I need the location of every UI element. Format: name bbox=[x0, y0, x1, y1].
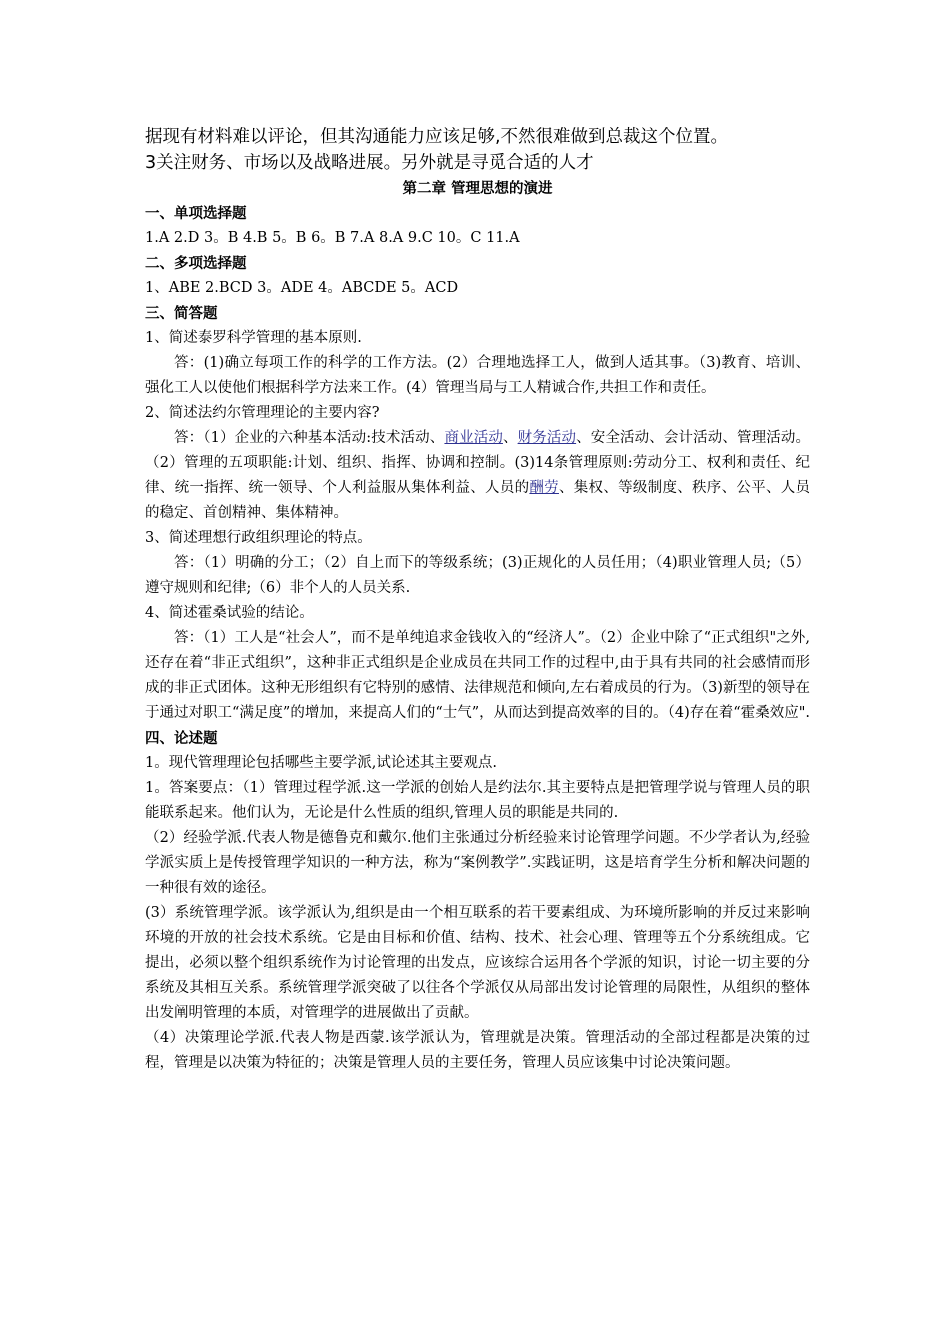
link-remuneration[interactable]: 酬劳 bbox=[529, 480, 559, 496]
multiple-choice-answers: 1、ABE 2.BCD 3。ADE 4。ABCDE 5。ACD bbox=[145, 280, 459, 296]
answer-4: 答：（1）工人是“社会人”，而不是单纯追求金钱收入的“经济人”。（2）企业中除了“正式组织"之外,还存在着“非正式组织”，这种非正式组织是企业成员在共同工作的过程中,由于具有共同的社会感情而形成的非正式团体。这种无形组织有它特别的感情、法律规范和倾向,左右着成员的行为。（3)新型的领导在于通过对职工“满足度”的增加，来提高人们的“士气”，从而达到提高效率的目的。（4)存在着“霍桑效应". bbox=[145, 630, 810, 721]
question-4: 4、简述霍桑试验的结论。 bbox=[145, 605, 314, 621]
answer-2-part-2: 、安全活动、会计活动、管理活动。（2）管理的五项职能:计划、组织、指挥、协调和控制。(3)14条管理原则:劳动分工、权利和责任、纪律、统一指挥、统一领导、个人利益服从集体利益、人员的 bbox=[145, 430, 811, 496]
essay-paragraph-2: （2）经验学派.代表人物是德鲁克和戴尔.他们主张通过分析经验来讨论管理学问题。不少学者认为,经验学派实质上是传授管理学知识的一种方法，称为“案例教学”.实践证明，这是培育学生分析和解决问题的一种很有效的途径。 bbox=[145, 830, 810, 896]
answer-2 bbox=[145, 426, 810, 526]
answer-1: 答：(1)确立每项工作的科学的工作方法。(2）合理地选择工人，做到人适其事。（3)教育、培训、强化工人以使他们根据科学方法来工作。(4）管理当局与工人精诚合作,共担工作和责任。 bbox=[145, 355, 810, 396]
essay-paragraph-3: (3）系统管理学派。该学派认为,组织是由一个相互联系的若干要素组成、为环境所影响的并反过来影响环境的开放的社会技术系统。它是由目标和价值、结构、技术、社会心理、管理等五个分系统组成。它提出，必须以整个组织系统作为讨论管理的出发点，应该综合运用各个学派的知识，讨论一切主要的分系统及其相互关系。系统管理学派突破了以往各个学派仅从局部出发讨论管理的局限性，从组织的整体出发阐明管理的本质，对管理学的进展做出了贡献。 bbox=[145, 905, 810, 1021]
answer-2-separator: 、 bbox=[502, 430, 518, 446]
question-3: 3、简述理想行政组织理论的特点。 bbox=[145, 530, 372, 546]
question-1: 1、简述泰罗科学管理的基本原则. bbox=[145, 330, 362, 346]
document-content bbox=[145, 124, 810, 1076]
essay-paragraph-4: （4）决策理论学派.代表人物是西蒙.该学派认为，管理就是决策。管理活动的全部过程都是决策的过程，管理是以决策为特征的；决策是管理人员的主要任务，管理人员应该集中讨论决策问题。 bbox=[145, 1030, 810, 1071]
top-line-2: 3关注财务、市场以及战略进展。另外就是寻觅合适的人才 bbox=[145, 153, 594, 173]
single-choice-answers: 1.A 2.D 3。B 4.B 5。B 6。B 7.A 8.A 9.C 10。C 11.A bbox=[145, 230, 520, 246]
multiple-choice-heading: 二、多项选择题 bbox=[145, 255, 247, 272]
single-choice-heading: 一、单项选择题 bbox=[145, 205, 247, 222]
short-answer-heading: 三、简答题 bbox=[145, 305, 218, 322]
essay-question: 1。现代管理理论包括哪些主要学派,试论述其主要观点. bbox=[145, 755, 497, 771]
answer-2-part-1: 答：（1）企业的六种基本活动:技术活动、 bbox=[174, 430, 445, 446]
link-commercial-activity[interactable]: 商业活动 bbox=[444, 430, 503, 446]
essay-paragraph-1: 1。答案要点：（1）管理过程学派.这一学派的创始人是约法尔.其主要特点是把管理学说与管理人员的职能联系起来。他们认为，无论是什么性质的组织,管理人员的职能是共同的. bbox=[145, 780, 810, 821]
answer-2-part-3: 、集权、等级制度、秩序、公平、人员的稳定、首创精神、集体精神。 bbox=[145, 480, 811, 521]
top-line-1: 据现有材料难以评论，但其沟通能力应该足够,不然很难做到总裁这个位置。 bbox=[145, 127, 729, 147]
answer-3: 答：（1）明确的分工；（2）自上而下的等级系统；(3)正规化的人员任用；（4)职业管理人员;（5）遵守规则和纪律;（6）非个人的人员关系. bbox=[145, 555, 810, 596]
question-2: 2、简述法约尔管理理论的主要内容? bbox=[145, 405, 380, 421]
essay-heading: 四、论述题 bbox=[145, 730, 218, 747]
chapter-title: 第二章 管理思想的演进 bbox=[402, 180, 553, 197]
link-financial-activity[interactable]: 财务活动 bbox=[517, 430, 577, 446]
